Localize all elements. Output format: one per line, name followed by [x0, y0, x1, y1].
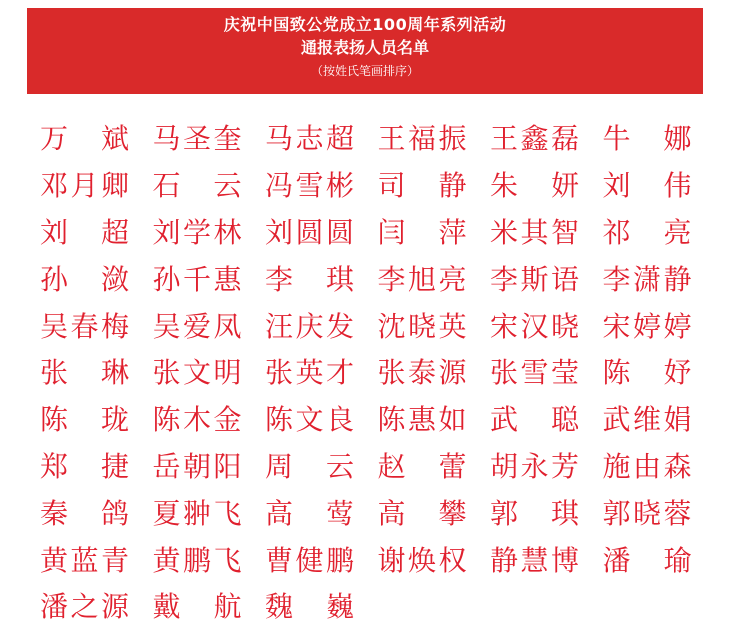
name-item: 黄 鹏 飞 [152, 543, 242, 577]
name-item: 武 聪 [490, 403, 579, 437]
name-item: 刘 学 林 [152, 215, 242, 249]
name-item: 吴 爱 凤 [152, 309, 242, 343]
name-item: 施 由 森 [602, 449, 692, 483]
name-item: 郭 琪 [490, 496, 579, 530]
name-item: 陈 惠 如 [377, 403, 467, 437]
name-item: 李 潇 静 [602, 262, 692, 296]
name-item: 冯 雪 彬 [265, 169, 354, 203]
name-item: 陈 妤 [602, 356, 692, 390]
name-list [40, 116, 700, 631]
name-item: 王 鑫 磊 [490, 122, 579, 156]
name-item: 朱 妍 [490, 169, 579, 203]
name-item: 司 静 [377, 169, 467, 203]
name-item: 高 莺 [265, 496, 354, 530]
name-item: 胡 永 芳 [490, 449, 579, 483]
header-sort-note: （按姓氏笔画排序） [310, 64, 419, 78]
name-item: 刘 圆 圆 [265, 215, 354, 249]
name-item: 沈 晓 英 [377, 309, 467, 343]
name-item: 石 云 [152, 169, 242, 203]
name-item: 谢 焕 权 [377, 543, 467, 577]
name-item: 赵 蕾 [377, 449, 467, 483]
name-item: 李 琪 [265, 262, 354, 296]
name-item: 牛 娜 [602, 122, 692, 156]
name-item: 祁 亮 [602, 215, 692, 249]
name-item: 孙 潋 [40, 262, 129, 296]
name-item: 张 雪 莹 [490, 356, 579, 390]
name-item: 陈 珑 [40, 403, 129, 437]
name-item: 汪 庆 发 [265, 309, 354, 343]
name-item: 潘 瑜 [602, 543, 692, 577]
name-item: 郑 捷 [40, 449, 129, 483]
header-subtitle-title: 通报表扬人员名单 [300, 38, 429, 57]
name-item: 张 琳 [40, 356, 129, 390]
name-item: 夏 翀 飞 [152, 496, 242, 530]
name-item: 李 旭 亮 [377, 262, 467, 296]
name-item: 闫 萍 [377, 215, 467, 249]
name-item: 刘 超 [40, 215, 129, 249]
name-item: 秦 鸽 [40, 496, 129, 530]
name-item: 武 维 娟 [602, 403, 692, 437]
name-item: 马 志 超 [265, 122, 354, 156]
name-item: 曹 健 鹏 [265, 543, 354, 577]
name-item: 戴 航 [152, 590, 242, 624]
header-banner [27, 8, 703, 94]
name-item: 宋 汉 晓 [490, 309, 579, 343]
name-item: 张 文 明 [152, 356, 242, 390]
name-item: 张 英 才 [265, 356, 354, 390]
name-item: 万 斌 [40, 122, 129, 156]
name-item: 孙 千 惠 [152, 262, 242, 296]
name-item: 潘 之 源 [40, 590, 129, 624]
name-item: 宋 婷 婷 [602, 309, 692, 343]
name-item: 郭 晓 蓉 [602, 496, 692, 530]
name-item: 陈 文 良 [265, 403, 354, 437]
name-item: 马 圣 奎 [152, 122, 242, 156]
name-item: 米 其 智 [490, 215, 579, 249]
name-item: 邓 月 卿 [40, 169, 129, 203]
name-item: 岳 朝 阳 [152, 449, 242, 483]
name-item: 王 福 振 [377, 122, 467, 156]
name-item: 黄 蓝 青 [40, 543, 129, 577]
name-item: 魏 巍 [265, 590, 354, 624]
name-item: 张 泰 源 [377, 356, 467, 390]
name-item: 高 攀 [377, 496, 467, 530]
name-item: 吴 春 梅 [40, 309, 129, 343]
header-title: 庆祝中国致公党成立100周年系列活动 [223, 15, 507, 34]
name-item: 静 慧 博 [490, 543, 579, 577]
name-item: 陈 木 金 [152, 403, 242, 437]
name-item: 李 斯 语 [490, 262, 579, 296]
name-item: 刘 伟 [602, 169, 692, 203]
name-item: 周 云 [265, 449, 354, 483]
